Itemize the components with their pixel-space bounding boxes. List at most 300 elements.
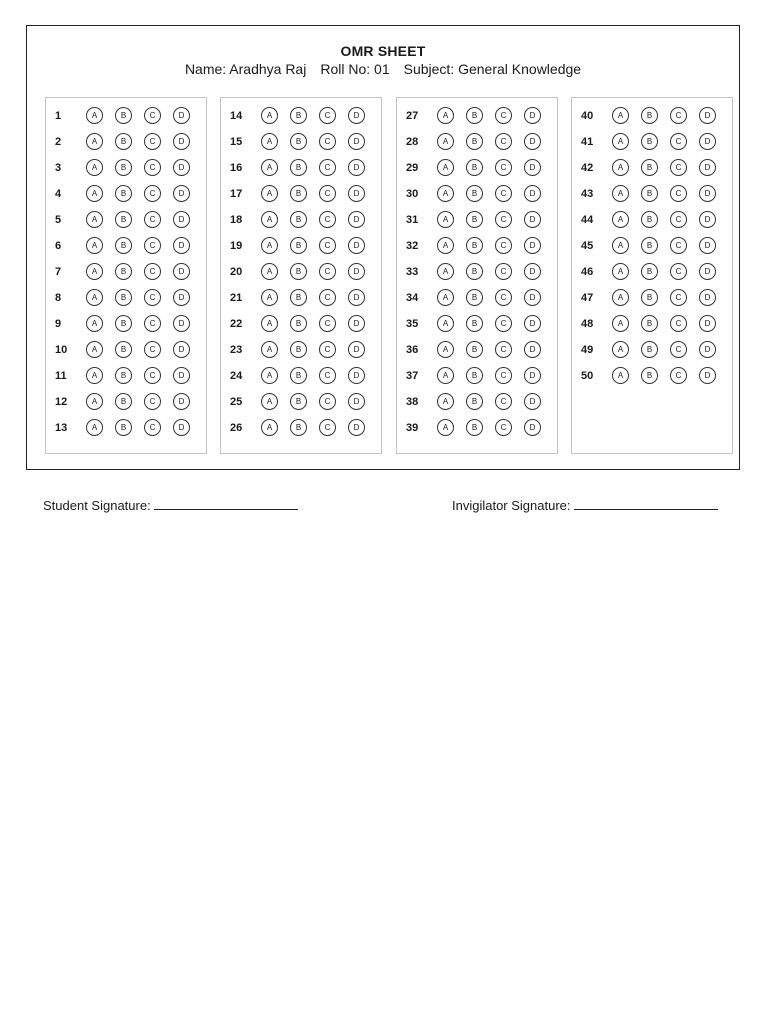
- answer-bubble-d[interactable]: D: [524, 263, 541, 280]
- answer-bubble-a[interactable]: A: [261, 367, 278, 384]
- answer-bubble-b[interactable]: B: [115, 367, 132, 384]
- answer-bubble-b[interactable]: B: [466, 185, 483, 202]
- answer-bubble-b[interactable]: B: [466, 367, 483, 384]
- answer-bubble-b[interactable]: B: [290, 107, 307, 124]
- answer-bubble-b[interactable]: B: [115, 419, 132, 436]
- question-row: [572, 288, 732, 308]
- question-row: [221, 418, 381, 438]
- question-row: [572, 314, 732, 334]
- question-row: [46, 210, 206, 230]
- answer-bubble-c[interactable]: C: [319, 159, 336, 176]
- answer-bubble-d[interactable]: D: [348, 237, 365, 254]
- roll-number: Roll No: 01: [320, 61, 390, 77]
- answer-bubble-d[interactable]: D: [348, 263, 365, 280]
- answer-bubble-c[interactable]: C: [670, 185, 687, 202]
- answer-bubble-c[interactable]: C: [670, 263, 687, 280]
- answer-bubble-b[interactable]: B: [115, 289, 132, 306]
- question-number: 44: [581, 214, 594, 226]
- question-row: [46, 106, 206, 126]
- question-row: [397, 340, 557, 360]
- answer-bubble-d[interactable]: D: [348, 159, 365, 176]
- answer-bubble-d[interactable]: D: [524, 159, 541, 176]
- answer-bubble-d[interactable]: D: [348, 341, 365, 358]
- question-row: [221, 314, 381, 334]
- answer-bubble-a[interactable]: A: [612, 289, 629, 306]
- question-number: 25: [230, 396, 243, 408]
- answer-bubble-d[interactable]: D: [699, 289, 716, 306]
- answer-bubble-c[interactable]: C: [144, 419, 161, 436]
- answer-bubble-a[interactable]: A: [261, 133, 278, 150]
- answer-bubble-c[interactable]: C: [144, 341, 161, 358]
- question-row: [221, 392, 381, 412]
- question-number: 43: [581, 188, 594, 200]
- question-row: [221, 132, 381, 152]
- candidate-info: [27, 61, 739, 77]
- answer-bubble-c[interactable]: C: [144, 185, 161, 202]
- question-row: [221, 288, 381, 308]
- question-row: [397, 158, 557, 178]
- answer-bubble-a[interactable]: A: [437, 315, 454, 332]
- question-row: [221, 236, 381, 256]
- answer-bubble-b[interactable]: B: [115, 237, 132, 254]
- invigilator-signature-line[interactable]: [574, 497, 718, 510]
- answer-bubble-a[interactable]: A: [612, 263, 629, 280]
- question-row: [221, 106, 381, 126]
- question-row: [572, 366, 732, 386]
- answer-bubble-a[interactable]: A: [437, 159, 454, 176]
- answer-bubble-d[interactable]: D: [173, 107, 190, 124]
- answer-bubble-b[interactable]: B: [641, 263, 658, 280]
- answer-bubble-c[interactable]: C: [319, 419, 336, 436]
- invigilator-signature-label: Invigilator Signature:: [452, 498, 571, 513]
- question-row: [46, 262, 206, 282]
- answer-bubble-a[interactable]: A: [261, 211, 278, 228]
- answer-bubble-d[interactable]: D: [699, 185, 716, 202]
- question-row: [221, 158, 381, 178]
- question-number: 40: [581, 110, 594, 122]
- answer-bubble-a[interactable]: A: [86, 107, 103, 124]
- answer-bubble-b[interactable]: B: [290, 367, 307, 384]
- question-number: 12: [55, 396, 68, 408]
- question-row: [397, 366, 557, 386]
- answer-bubble-b[interactable]: B: [466, 263, 483, 280]
- question-number: 42: [581, 162, 594, 174]
- answer-bubble-a[interactable]: A: [612, 185, 629, 202]
- answer-bubble-b[interactable]: B: [466, 289, 483, 306]
- answer-bubble-d[interactable]: D: [524, 289, 541, 306]
- question-row: [397, 262, 557, 282]
- answer-bubble-b[interactable]: B: [290, 263, 307, 280]
- answer-bubble-d[interactable]: D: [699, 315, 716, 332]
- answer-bubble-a[interactable]: A: [261, 419, 278, 436]
- answer-bubble-a[interactable]: A: [86, 289, 103, 306]
- answer-bubble-a[interactable]: A: [86, 133, 103, 150]
- answer-bubble-b[interactable]: B: [290, 289, 307, 306]
- question-number: 21: [230, 292, 243, 304]
- answer-bubble-a[interactable]: A: [612, 107, 629, 124]
- answer-bubble-d[interactable]: D: [524, 237, 541, 254]
- answer-bubble-a[interactable]: A: [86, 159, 103, 176]
- question-number: 32: [406, 240, 419, 252]
- answer-bubble-b[interactable]: B: [641, 211, 658, 228]
- answer-bubble-b[interactable]: B: [290, 393, 307, 410]
- question-row: [572, 158, 732, 178]
- question-row: [397, 210, 557, 230]
- question-number: 28: [406, 136, 419, 148]
- answer-bubble-b[interactable]: B: [290, 159, 307, 176]
- question-row: [397, 314, 557, 334]
- question-number: 5: [55, 214, 62, 226]
- answer-bubble-c[interactable]: C: [495, 315, 512, 332]
- answer-bubble-c[interactable]: C: [144, 159, 161, 176]
- answer-bubble-d[interactable]: D: [699, 367, 716, 384]
- question-row: [397, 392, 557, 412]
- answer-column: [396, 97, 558, 454]
- answer-bubble-b[interactable]: B: [115, 185, 132, 202]
- answer-bubble-a[interactable]: A: [612, 315, 629, 332]
- question-row: [46, 236, 206, 256]
- answer-bubble-c[interactable]: C: [495, 263, 512, 280]
- question-number: 10: [55, 344, 68, 356]
- question-number: 16: [230, 162, 243, 174]
- question-number: 36: [406, 344, 419, 356]
- answer-bubble-d[interactable]: D: [348, 393, 365, 410]
- question-row: [46, 132, 206, 152]
- answer-bubble-c[interactable]: C: [495, 393, 512, 410]
- answer-bubble-c[interactable]: C: [144, 315, 161, 332]
- answer-bubble-a[interactable]: A: [612, 159, 629, 176]
- answer-bubble-c[interactable]: C: [319, 393, 336, 410]
- answer-bubble-a[interactable]: A: [261, 159, 278, 176]
- answer-bubble-a[interactable]: A: [612, 341, 629, 358]
- answer-bubble-d[interactable]: D: [173, 211, 190, 228]
- answer-bubble-a[interactable]: A: [261, 315, 278, 332]
- answer-bubble-c[interactable]: C: [144, 211, 161, 228]
- question-number: 6: [55, 240, 62, 252]
- answer-bubble-c[interactable]: C: [495, 185, 512, 202]
- answer-bubble-d[interactable]: D: [173, 289, 190, 306]
- answer-bubble-a[interactable]: A: [261, 393, 278, 410]
- answer-bubble-a[interactable]: A: [612, 237, 629, 254]
- answer-bubble-d[interactable]: D: [524, 211, 541, 228]
- question-number: 41: [581, 136, 594, 148]
- answer-bubble-c[interactable]: C: [319, 185, 336, 202]
- answer-bubble-c[interactable]: C: [670, 107, 687, 124]
- question-number: 46: [581, 266, 594, 278]
- question-number: 49: [581, 344, 594, 356]
- question-row: [572, 106, 732, 126]
- answer-bubble-a[interactable]: A: [437, 393, 454, 410]
- answer-bubble-a[interactable]: A: [612, 133, 629, 150]
- question-number: 18: [230, 214, 243, 226]
- answer-bubble-a[interactable]: A: [261, 185, 278, 202]
- answer-bubble-b[interactable]: B: [115, 315, 132, 332]
- answer-bubble-b[interactable]: B: [466, 133, 483, 150]
- answer-bubble-a[interactable]: A: [437, 133, 454, 150]
- answer-bubble-c[interactable]: C: [144, 107, 161, 124]
- answer-bubble-a[interactable]: A: [261, 263, 278, 280]
- answer-bubble-b[interactable]: B: [115, 211, 132, 228]
- answer-bubble-d[interactable]: D: [524, 185, 541, 202]
- answer-bubble-a[interactable]: A: [612, 211, 629, 228]
- answer-bubble-d[interactable]: D: [173, 341, 190, 358]
- answer-bubble-a[interactable]: A: [437, 289, 454, 306]
- answer-bubble-d[interactable]: D: [524, 341, 541, 358]
- answer-bubble-a[interactable]: A: [437, 185, 454, 202]
- answer-bubble-a[interactable]: A: [437, 419, 454, 436]
- answer-bubble-a[interactable]: A: [437, 107, 454, 124]
- answer-bubble-d[interactable]: D: [524, 393, 541, 410]
- question-row: [572, 210, 732, 230]
- answer-bubble-d[interactable]: D: [699, 133, 716, 150]
- question-row: [46, 288, 206, 308]
- answer-bubble-b[interactable]: B: [641, 315, 658, 332]
- question-number: 14: [230, 110, 243, 122]
- answer-bubble-a[interactable]: A: [437, 211, 454, 228]
- answer-bubble-b[interactable]: B: [115, 341, 132, 358]
- answer-bubble-d[interactable]: D: [348, 289, 365, 306]
- answer-bubble-d[interactable]: D: [173, 185, 190, 202]
- question-number: 33: [406, 266, 419, 278]
- answer-bubble-c[interactable]: C: [144, 263, 161, 280]
- question-number: 22: [230, 318, 243, 330]
- student-signature: [43, 497, 298, 513]
- answer-bubble-a[interactable]: A: [86, 315, 103, 332]
- answer-bubble-d[interactable]: D: [348, 211, 365, 228]
- question-row: [572, 262, 732, 282]
- answer-bubble-b[interactable]: B: [466, 237, 483, 254]
- answer-bubble-b[interactable]: B: [641, 159, 658, 176]
- student-signature-label: Student Signature:: [43, 498, 151, 513]
- question-number: 24: [230, 370, 243, 382]
- question-number: 34: [406, 292, 419, 304]
- answer-bubble-b[interactable]: B: [641, 133, 658, 150]
- answer-bubble-a[interactable]: A: [86, 263, 103, 280]
- answer-bubble-b[interactable]: B: [641, 185, 658, 202]
- answer-bubble-d[interactable]: D: [699, 341, 716, 358]
- question-row: [46, 392, 206, 412]
- question-row: [46, 418, 206, 438]
- answer-bubble-b[interactable]: B: [290, 185, 307, 202]
- question-number: 31: [406, 214, 419, 226]
- question-number: 29: [406, 162, 419, 174]
- answer-bubble-c[interactable]: C: [495, 159, 512, 176]
- answer-bubble-c[interactable]: C: [495, 133, 512, 150]
- answer-bubble-d[interactable]: D: [348, 185, 365, 202]
- question-number: 37: [406, 370, 419, 382]
- question-row: [221, 184, 381, 204]
- answer-bubble-b[interactable]: B: [466, 419, 483, 436]
- answer-bubble-a[interactable]: A: [437, 263, 454, 280]
- answer-bubble-d[interactable]: D: [699, 237, 716, 254]
- answer-bubble-a[interactable]: A: [612, 367, 629, 384]
- answer-bubble-c[interactable]: C: [670, 315, 687, 332]
- answer-bubble-a[interactable]: A: [86, 393, 103, 410]
- question-number: 27: [406, 110, 419, 122]
- question-row: [46, 158, 206, 178]
- answer-column: [45, 97, 207, 454]
- answer-bubble-c[interactable]: C: [319, 133, 336, 150]
- answer-bubble-c[interactable]: C: [319, 211, 336, 228]
- question-row: [221, 366, 381, 386]
- answer-bubble-d[interactable]: D: [699, 263, 716, 280]
- answer-bubble-c[interactable]: C: [319, 289, 336, 306]
- answer-bubble-d[interactable]: D: [173, 367, 190, 384]
- answer-bubble-a[interactable]: A: [437, 367, 454, 384]
- question-row: [397, 132, 557, 152]
- answer-bubble-a[interactable]: A: [86, 367, 103, 384]
- question-number: 13: [55, 422, 68, 434]
- question-row: [221, 262, 381, 282]
- answer-bubble-d[interactable]: D: [524, 315, 541, 332]
- question-row: [572, 132, 732, 152]
- omr-sheet: [26, 25, 740, 470]
- answer-bubble-a[interactable]: A: [86, 341, 103, 358]
- question-number: 1: [55, 110, 62, 122]
- answer-bubble-a[interactable]: A: [261, 341, 278, 358]
- answer-bubble-d[interactable]: D: [524, 367, 541, 384]
- answer-bubble-b[interactable]: B: [115, 159, 132, 176]
- answer-bubble-d[interactable]: D: [173, 159, 190, 176]
- student-signature-line[interactable]: [154, 497, 298, 510]
- answer-bubble-b[interactable]: B: [641, 237, 658, 254]
- answer-bubble-b[interactable]: B: [641, 289, 658, 306]
- answer-bubble-b[interactable]: B: [115, 393, 132, 410]
- answer-bubble-b[interactable]: B: [290, 237, 307, 254]
- answer-bubble-b[interactable]: B: [115, 133, 132, 150]
- answer-bubble-c[interactable]: C: [319, 237, 336, 254]
- answer-bubble-b[interactable]: B: [290, 341, 307, 358]
- answer-column: [220, 97, 382, 454]
- answer-bubble-c[interactable]: C: [670, 289, 687, 306]
- answer-bubble-c[interactable]: C: [319, 367, 336, 384]
- answer-bubble-c[interactable]: C: [495, 341, 512, 358]
- answer-bubble-d[interactable]: D: [348, 367, 365, 384]
- answer-bubble-c[interactable]: C: [319, 263, 336, 280]
- answer-bubble-a[interactable]: A: [86, 185, 103, 202]
- question-number: 19: [230, 240, 243, 252]
- answer-bubble-d[interactable]: D: [699, 107, 716, 124]
- question-number: 9: [55, 318, 62, 330]
- answer-bubble-c[interactable]: C: [670, 159, 687, 176]
- answer-bubble-b[interactable]: B: [115, 107, 132, 124]
- answer-bubble-c[interactable]: C: [495, 289, 512, 306]
- answer-bubble-c[interactable]: C: [495, 211, 512, 228]
- answer-bubble-c[interactable]: C: [144, 393, 161, 410]
- question-number: 3: [55, 162, 62, 174]
- answer-bubble-c[interactable]: C: [144, 289, 161, 306]
- answer-bubble-d[interactable]: D: [173, 133, 190, 150]
- answer-bubble-d[interactable]: D: [348, 419, 365, 436]
- answer-bubble-c[interactable]: C: [495, 419, 512, 436]
- answer-bubble-d[interactable]: D: [524, 419, 541, 436]
- question-row: [221, 210, 381, 230]
- question-row: [221, 340, 381, 360]
- answer-bubble-b[interactable]: B: [466, 159, 483, 176]
- answer-bubble-a[interactable]: A: [437, 237, 454, 254]
- question-row: [46, 184, 206, 204]
- answer-bubble-d[interactable]: D: [524, 107, 541, 124]
- answer-bubble-b[interactable]: B: [466, 211, 483, 228]
- answer-bubble-d[interactable]: D: [699, 211, 716, 228]
- answer-bubble-c[interactable]: C: [670, 211, 687, 228]
- answer-bubble-a[interactable]: A: [261, 289, 278, 306]
- answer-bubble-a[interactable]: A: [86, 211, 103, 228]
- subject: Subject: General Knowledge: [403, 61, 582, 77]
- answer-bubble-d[interactable]: D: [348, 315, 365, 332]
- answer-bubble-b[interactable]: B: [290, 315, 307, 332]
- question-number: 39: [406, 422, 419, 434]
- answer-bubble-b[interactable]: B: [466, 393, 483, 410]
- candidate-name: Name: Aradhya Raj: [184, 61, 307, 77]
- answer-bubble-c[interactable]: C: [144, 367, 161, 384]
- answer-bubble-c[interactable]: C: [495, 237, 512, 254]
- answer-bubble-c[interactable]: C: [144, 237, 161, 254]
- answer-bubble-a[interactable]: A: [86, 237, 103, 254]
- answer-bubble-b[interactable]: B: [641, 107, 658, 124]
- answer-bubble-c[interactable]: C: [670, 367, 687, 384]
- answer-bubble-a[interactable]: A: [86, 419, 103, 436]
- question-row: [46, 340, 206, 360]
- answer-bubble-d[interactable]: D: [173, 393, 190, 410]
- answer-bubble-b[interactable]: B: [290, 419, 307, 436]
- answer-bubble-c[interactable]: C: [670, 237, 687, 254]
- question-number: 23: [230, 344, 243, 356]
- question-number: 7: [55, 266, 62, 278]
- answer-bubble-c[interactable]: C: [670, 341, 687, 358]
- answer-bubble-c[interactable]: C: [319, 341, 336, 358]
- question-row: [46, 314, 206, 334]
- answer-bubble-b[interactable]: B: [466, 107, 483, 124]
- answer-bubble-c[interactable]: C: [670, 133, 687, 150]
- answer-bubble-b[interactable]: B: [115, 263, 132, 280]
- question-row: [397, 418, 557, 438]
- question-number: 35: [406, 318, 419, 330]
- question-number: 20: [230, 266, 243, 278]
- answer-bubble-b[interactable]: B: [290, 211, 307, 228]
- answer-bubble-b[interactable]: B: [466, 341, 483, 358]
- answer-bubble-d[interactable]: D: [173, 263, 190, 280]
- answer-bubble-b[interactable]: B: [641, 367, 658, 384]
- answer-bubble-a[interactable]: A: [261, 107, 278, 124]
- question-number: 8: [55, 292, 62, 304]
- answer-bubble-c[interactable]: C: [495, 367, 512, 384]
- answer-bubble-d[interactable]: D: [173, 315, 190, 332]
- answer-bubble-a[interactable]: A: [261, 237, 278, 254]
- answer-bubble-a[interactable]: A: [437, 341, 454, 358]
- answer-bubble-c[interactable]: C: [144, 133, 161, 150]
- answer-bubble-b[interactable]: B: [466, 315, 483, 332]
- question-number: 38: [406, 396, 419, 408]
- question-number: 17: [230, 188, 243, 200]
- answer-bubble-b[interactable]: B: [290, 133, 307, 150]
- answer-bubble-d[interactable]: D: [173, 419, 190, 436]
- question-number: 50: [581, 370, 594, 382]
- question-number: 11: [55, 370, 67, 382]
- answer-bubble-b[interactable]: B: [641, 341, 658, 358]
- answer-bubble-c[interactable]: C: [495, 107, 512, 124]
- question-number: 15: [230, 136, 243, 148]
- question-number: 26: [230, 422, 243, 434]
- answer-bubble-d[interactable]: D: [348, 107, 365, 124]
- answer-bubble-d[interactable]: D: [173, 237, 190, 254]
- answer-bubble-d[interactable]: D: [699, 159, 716, 176]
- question-number: 47: [581, 292, 594, 304]
- answer-bubble-c[interactable]: C: [319, 107, 336, 124]
- answer-bubble-d[interactable]: D: [524, 133, 541, 150]
- answer-bubble-c[interactable]: C: [319, 315, 336, 332]
- answer-bubble-d[interactable]: D: [348, 133, 365, 150]
